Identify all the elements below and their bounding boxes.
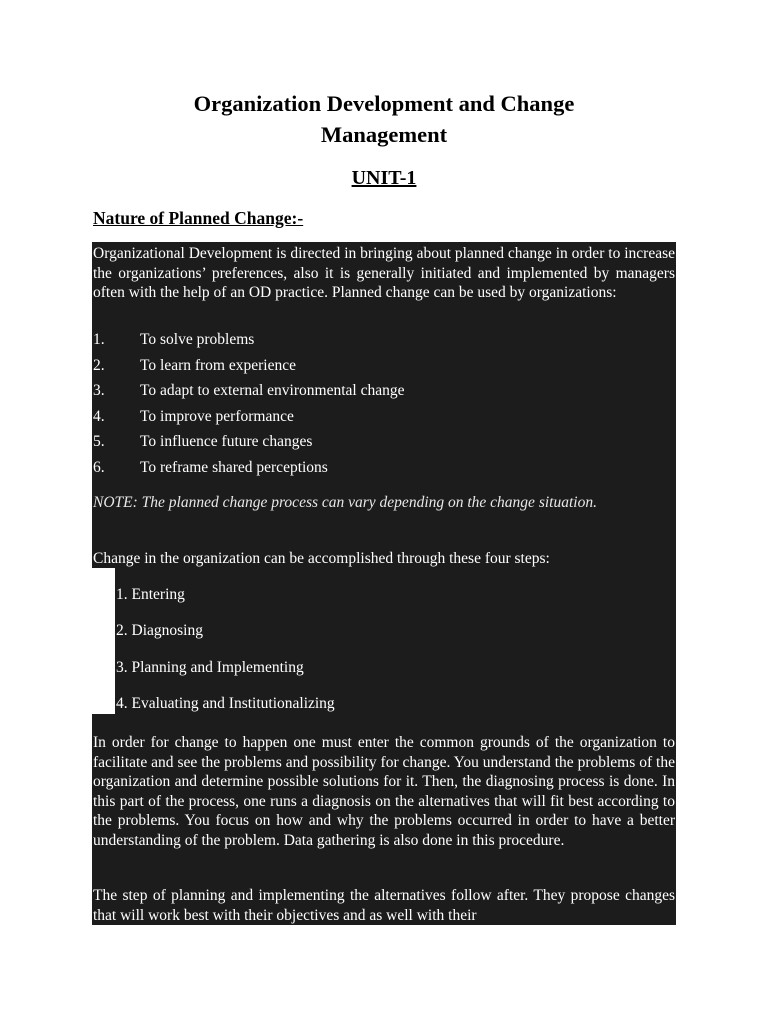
list-item bbox=[93, 327, 404, 353]
list-text: To adapt to external environmental change bbox=[140, 382, 405, 400]
list-item bbox=[93, 404, 404, 430]
title-line-2: Management bbox=[320, 122, 448, 147]
highlighted-text-block bbox=[92, 242, 676, 925]
note-paragraph: NOTE: The planned change process can vary depending on the change situation. bbox=[93, 494, 597, 511]
steps-list bbox=[116, 585, 335, 731]
list-item bbox=[93, 455, 404, 481]
step-item: 1. Entering bbox=[116, 586, 185, 603]
steps-intro-paragraph: Change in the organization can be accomplished through these four steps: bbox=[93, 550, 550, 567]
list-text: To solve problems bbox=[140, 331, 255, 349]
list-number: 1. bbox=[93, 331, 105, 349]
title-line-1: Organization Development and Change bbox=[193, 91, 575, 116]
step-item: 2. Diagnosing bbox=[116, 622, 203, 640]
list-number: 5. bbox=[93, 433, 105, 451]
uses-list bbox=[93, 327, 404, 481]
list-text: To improve performance bbox=[140, 407, 294, 425]
unit-heading: UNIT-1 bbox=[351, 167, 417, 189]
document-title bbox=[0, 88, 768, 150]
list-number: 6. bbox=[93, 459, 105, 477]
list-item bbox=[93, 353, 404, 379]
list-number: 4. bbox=[93, 407, 105, 425]
planning-paragraph: The step of planning and implementing the alternatives follow after. They propose changes that will work best with their objectives and as well with their bbox=[93, 887, 675, 924]
list-number: 3. bbox=[93, 382, 105, 400]
step-item: 4. Evaluating and Institutionalizing bbox=[116, 695, 335, 713]
list-item bbox=[93, 429, 404, 455]
entering-paragraph: In order for change to happen one must enter the common grounds of the organization to facilitate and see the problems and possibility for change. You understand the problems of the organization and determine possible solutions for it. Then, the diagnosing process is done. In this part of the process, one runs a diagnosis on the alternatives that will fit best according to the problems. You focus on how and why the problems occurred in order to have a better understanding of the problem. Data gathering is also done in this procedure. bbox=[93, 734, 675, 849]
steps-indent-gap bbox=[92, 568, 115, 714]
list-text: To reframe shared perceptions bbox=[140, 459, 328, 477]
intro-paragraph: Organizational Development is directed in bringing about planned change in order to increase the organizations’ preferences, also it is generally initiated and implemented by managers often with the help of an OD practice. Planned change can be used by organizations: bbox=[93, 245, 675, 301]
list-item bbox=[93, 378, 404, 404]
section-heading: Nature of Planned Change:- bbox=[93, 208, 304, 228]
list-number: 2. bbox=[93, 356, 105, 374]
step-item: 3. Planning and Implementing bbox=[116, 658, 304, 676]
list-text: To influence future changes bbox=[140, 433, 313, 451]
list-text: To learn from experience bbox=[140, 356, 296, 374]
